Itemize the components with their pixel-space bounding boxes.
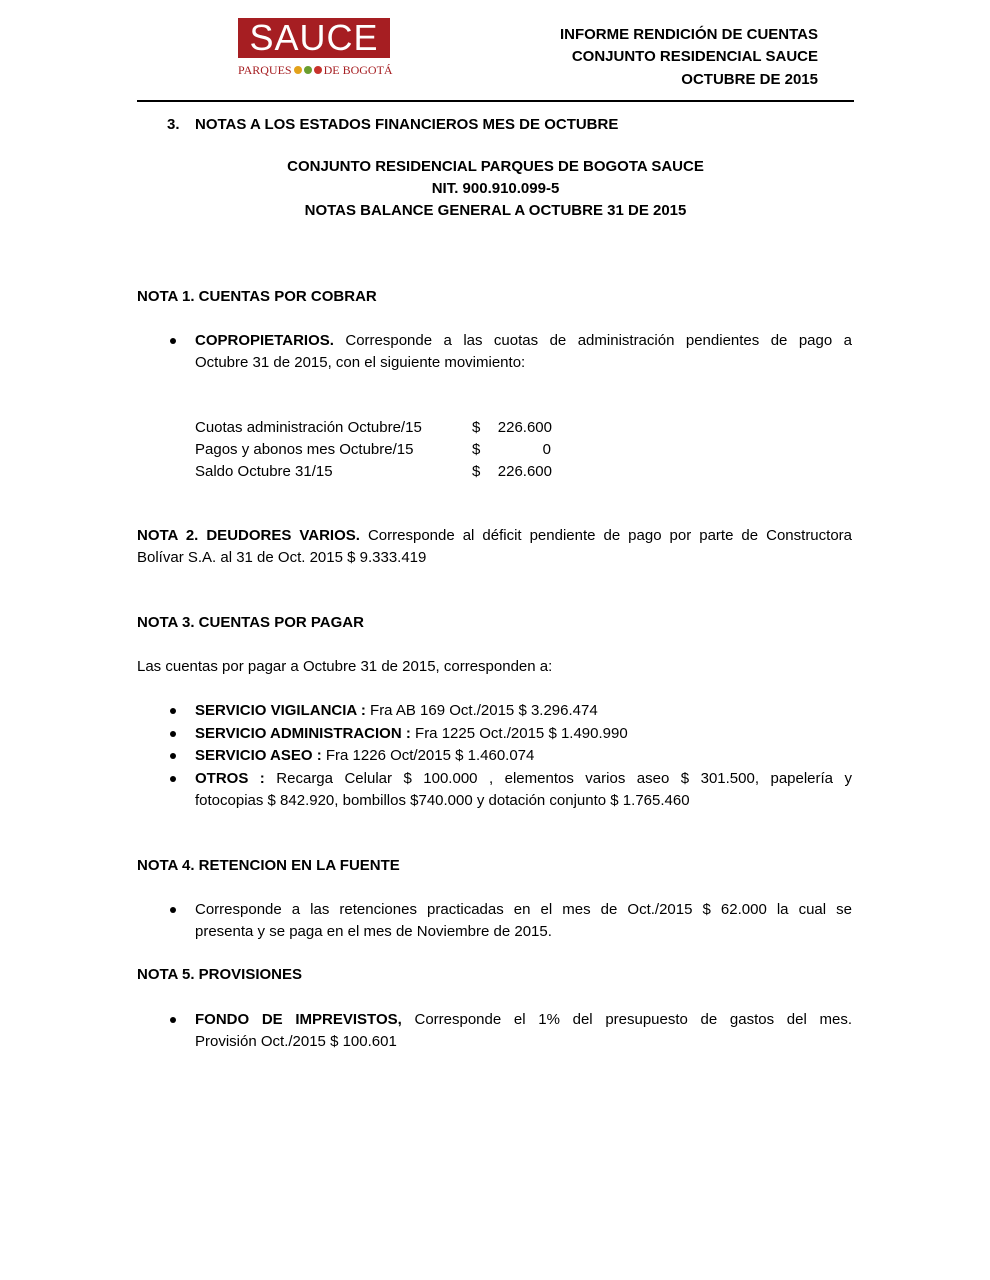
nota1-row-currency: $ xyxy=(472,441,481,458)
nota3-item xyxy=(195,745,852,767)
nota1-bullet-label: COPROPIETARIOS. xyxy=(195,332,334,349)
nota1-heading: NOTA 1. CUENTAS POR COBRAR xyxy=(137,288,377,305)
nota1-row-amount: 0 xyxy=(542,441,551,458)
nota4-line-2: presenta y se paga en el mes de Noviembre de 2015. xyxy=(195,923,552,940)
nota5-heading: NOTA 5. PROVISIONES xyxy=(137,966,303,983)
logo-trees-icon xyxy=(293,66,323,74)
bullet-icon xyxy=(170,753,176,759)
section-number: 3. xyxy=(167,116,180,133)
logo-tagline-left: PARQUES xyxy=(238,63,292,77)
nota3-otros-line-2: fotocopias $ 842.920, bombillos $740.000 y dotación conjunto $ 1.765.460 xyxy=(195,792,690,809)
nota4-line-1: Corresponde a las retenciones practicadas en el mes de Oct./2015 $ 62.000 la cual se xyxy=(195,901,852,918)
bullet-icon xyxy=(170,338,176,344)
nota5-label: FONDO DE IMPREVISTOS, xyxy=(195,1011,402,1028)
nota1-bullet-line-2: Octubre 31 de 2015, con el siguiente movimiento: xyxy=(195,354,526,371)
nota1-bullet-line-1 xyxy=(195,330,852,352)
bullet-icon xyxy=(170,708,176,714)
nota3-item-label: SERVICIO VIGILANCIA : xyxy=(195,702,366,719)
nota2-line-2: Bolívar S.A. al 31 de Oct. 2015 $ 9.333.419 xyxy=(137,549,427,566)
nota1-row-amount: 226.600 xyxy=(497,419,552,436)
nota3-item-label: SERVICIO ADMINISTRACION : xyxy=(195,725,411,742)
nota3-item xyxy=(195,723,852,745)
nota3-heading: NOTA 3. CUENTAS POR PAGAR xyxy=(137,614,364,631)
nota1-row xyxy=(195,417,565,439)
nota1-row-amount: 226.600 xyxy=(497,463,552,480)
nota3-item-text: Fra 1226 Oct/2015 $ 1.460.074 xyxy=(321,747,535,764)
logo xyxy=(238,18,392,80)
doc-title-line-1: CONJUNTO RESIDENCIAL PARQUES DE BOGOTA SAUCE xyxy=(287,158,704,175)
nota3-otros-text-1: Recarga Celular $ 100.000 , elementos varios aseo $ 301.500, papelería y xyxy=(276,770,852,787)
nota3-item-text: Fra 1225 Oct./2015 $ 1.490.990 xyxy=(410,725,628,742)
doc-title-line-2: NIT. 900.910.099-5 xyxy=(431,180,560,197)
bullet-icon xyxy=(170,731,176,737)
nota1-row xyxy=(195,439,565,461)
bullet-icon xyxy=(170,907,176,913)
nota5-line-1 xyxy=(195,1009,852,1031)
nota3-intro: Las cuentas por pagar a Octubre 31 de 2015, corresponden a: xyxy=(137,658,553,675)
nota1-row-label: Cuotas administración Octubre/15 xyxy=(195,419,422,436)
nota1-bullet-text-1: Corresponde a las cuotas de administración pendientes de pago a xyxy=(345,332,852,349)
nota2-text-1: Corresponde al déficit pendiente de pago por parte de Constructora xyxy=(367,527,852,544)
header-line-2: CONJUNTO RESIDENCIAL SAUCE xyxy=(571,48,818,65)
logo-title: SAUCE xyxy=(238,18,390,58)
nota3-item xyxy=(195,700,852,722)
logo-tagline-right: DE BOGOTÁ xyxy=(323,63,393,77)
nota3-otros-line-1 xyxy=(195,768,852,790)
header-divider xyxy=(137,100,854,102)
nota2-label: NOTA 2. DEUDORES VARIOS. xyxy=(137,527,360,544)
nota1-row-currency: $ xyxy=(472,463,481,480)
nota5-line-2: Provisión Oct./2015 $ 100.601 xyxy=(195,1033,397,1050)
nota3-item-label: SERVICIO ASEO : xyxy=(195,747,322,764)
logo-tagline xyxy=(238,60,392,80)
nota1-row-currency: $ xyxy=(472,419,481,436)
nota1-row-label: Pagos y abonos mes Octubre/15 xyxy=(195,441,414,458)
bullet-icon xyxy=(170,776,176,782)
section-title: NOTAS A LOS ESTADOS FINANCIEROS MES DE OCTUBRE xyxy=(195,116,619,133)
nota3-otros-label: OTROS : xyxy=(195,770,265,787)
nota1-row-label: Saldo Octubre 31/15 xyxy=(195,463,333,480)
nota2-line-1 xyxy=(137,525,852,547)
nota4-heading: NOTA 4. RETENCION EN LA FUENTE xyxy=(137,857,400,874)
nota1-row xyxy=(195,461,565,483)
nota5-text-1: Corresponde el 1% del presupuesto de gastos del mes. xyxy=(414,1011,853,1028)
header-line-3: OCTUBRE DE 2015 xyxy=(681,71,818,88)
header-line-1: INFORME RENDICIÓN DE CUENTAS xyxy=(559,26,818,43)
nota3-item-text: Fra AB 169 Oct./2015 $ 3.296.474 xyxy=(365,702,598,719)
bullet-icon xyxy=(170,1017,176,1023)
doc-title-line-3: NOTAS BALANCE GENERAL A OCTUBRE 31 DE 2015 xyxy=(304,202,687,219)
